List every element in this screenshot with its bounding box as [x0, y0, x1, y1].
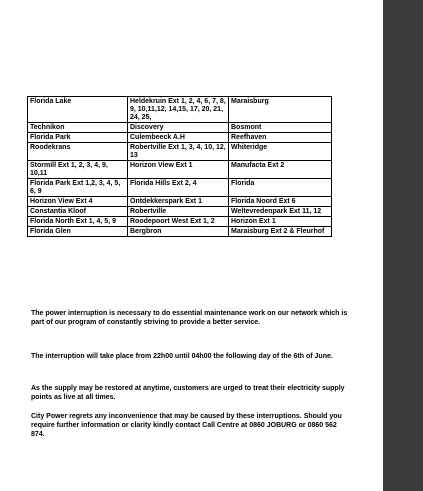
maintenance-paragraph: The power interruption is necessary to do essential maintenance work on our network which is part of our program of constantly striving to provide a better service.	[31, 310, 348, 326]
viewer-side-panel	[383, 0, 423, 491]
table-cell: Horizon View Ext 1	[128, 161, 229, 179]
table-cell: Bosmont	[229, 123, 332, 133]
table-row	[28, 123, 332, 133]
schedule-paragraph: The interruption will take place from 22h00 until 04h00 the following day of the 6th of June.	[31, 353, 333, 360]
table-cell: Technikon	[28, 123, 128, 133]
table-row	[28, 207, 332, 217]
table-cell: Florida Park	[28, 133, 128, 143]
table-cell: Florida Hills Ext 2, 4	[128, 179, 229, 197]
table-cell: Discovery	[128, 123, 229, 133]
table-cell: Heldekruin Ext 1, 2, 4, 6, 7, 8, 9, 10,11,12, 14,15, 17, 20, 21, 24, 25,	[128, 97, 229, 123]
table-row	[28, 143, 332, 161]
table-cell: Horizon View Ext 4	[28, 197, 128, 207]
table-row	[28, 133, 332, 143]
contact-paragraph: City Power regrets any inconvenience that may be caused by these interruptions. Should you require further information or clarity kindly contact Call Centre at 0860 JOBURG or 0860 562 874.	[31, 413, 342, 438]
table-cell: Stormill Ext 1, 2, 3, 4, 9, 10,11	[28, 161, 128, 179]
table-cell: Florida Glen	[28, 227, 128, 237]
table-cell: Maraisburg	[229, 97, 332, 123]
safety-paragraph: As the supply may be restored at anytime, customers are urged to treat their electricity supply points as live at all times.	[31, 385, 345, 401]
table-cell: Florida	[229, 179, 332, 197]
table-cell: Robertville Ext 1, 3, 4, 10, 12, 13	[128, 143, 229, 161]
affected-areas-table	[27, 96, 332, 237]
table-cell: Maraisburg Ext 2 & Fleurhof	[229, 227, 332, 237]
table-row	[28, 97, 332, 123]
table-cell: Florida North Ext 1, 4, 5, 9	[28, 217, 128, 227]
table-cell: Culembeeck A.H	[128, 133, 229, 143]
table-cell: Florida Park Ext 1,2, 3, 4, 5, 6, 9	[28, 179, 128, 197]
table-cell: Roodekrans	[28, 143, 128, 161]
table-row	[28, 227, 332, 237]
table-cell: Robertville	[128, 207, 229, 217]
table-cell: Florida Lake	[28, 97, 128, 123]
table-cell: Ontdekkerspark Ext 1	[128, 197, 229, 207]
table-cell: Reefhaven	[229, 133, 332, 143]
table-cell: Manufacta Ext 2	[229, 161, 332, 179]
table-row	[28, 161, 332, 179]
table-row	[28, 179, 332, 197]
table-row	[28, 197, 332, 207]
table-cell: Florida Noord Ext 6	[229, 197, 332, 207]
table-cell: Constantia Kloof	[28, 207, 128, 217]
table-cell: Bergbron	[128, 227, 229, 237]
table-cell: Roodepoort West Ext 1, 2	[128, 217, 229, 227]
table-cell: Weltevredenpark Ext 11, 12	[229, 207, 332, 217]
table-cell: Horizon Ext 1	[229, 217, 332, 227]
table-cell: Whiteridge	[229, 143, 332, 161]
table-row	[28, 217, 332, 227]
